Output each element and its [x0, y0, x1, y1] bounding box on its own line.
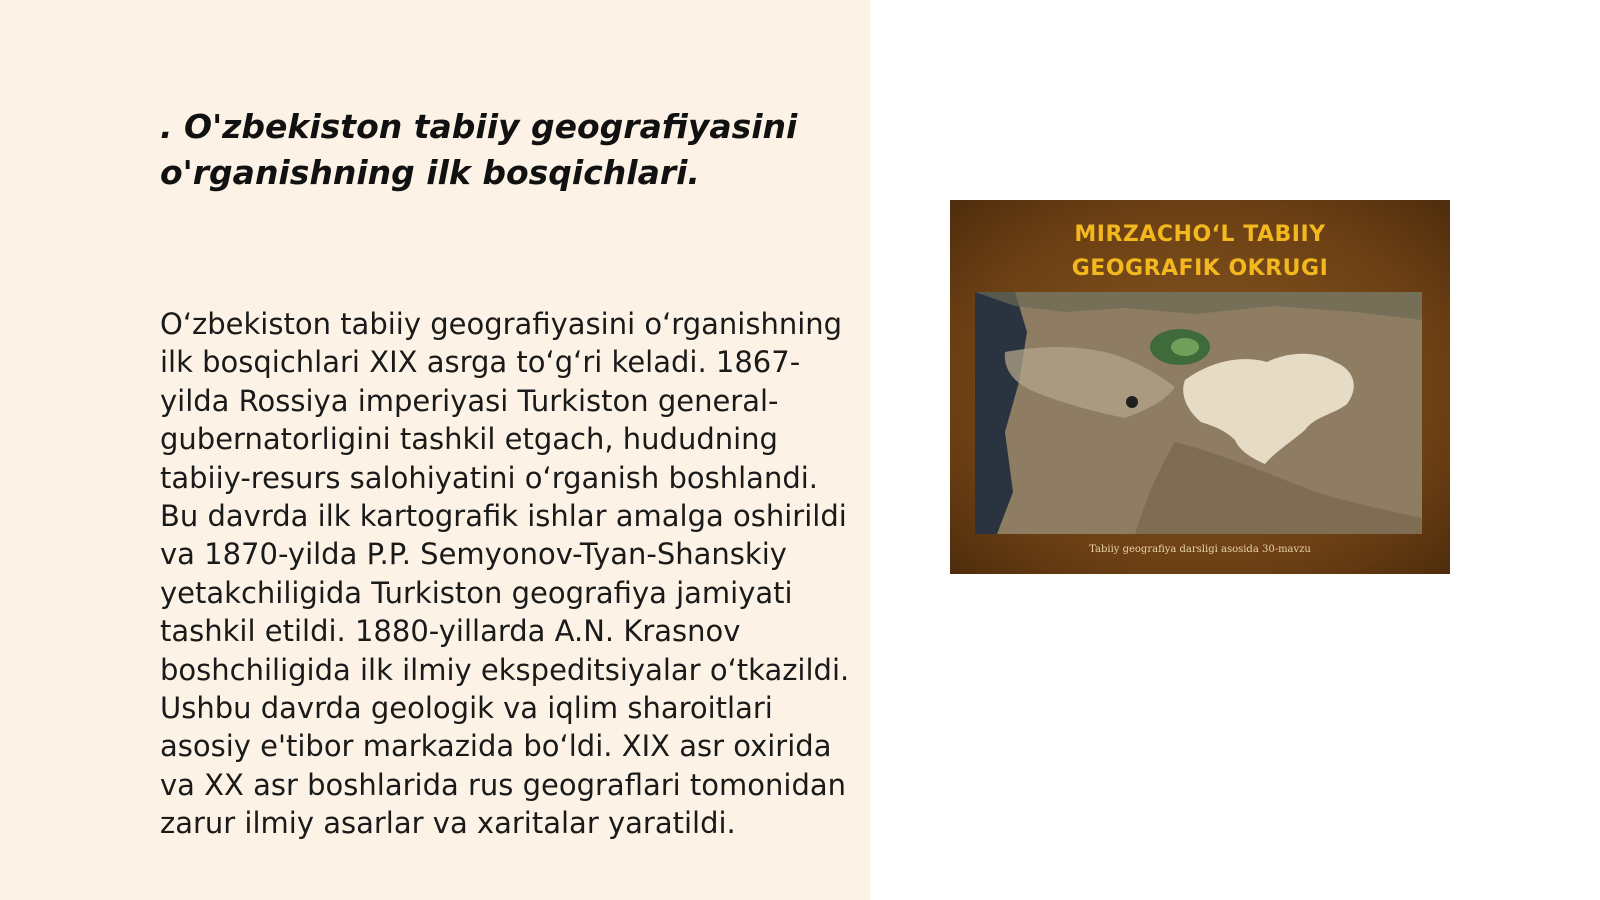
map-title-line-1: MIRZACHO‘L TABIIY — [1074, 222, 1326, 247]
slide-title: . O'zbekiston tabiiy geografiyasini o'rganishning ilk bosqichlari. — [160, 107, 798, 192]
map-image-caption: Tabiiy geografiya darsligi asosida 30-mavzu — [1089, 544, 1311, 555]
map-illustration — [975, 292, 1422, 534]
map-image-title — [950, 218, 1450, 286]
map-image — [950, 200, 1450, 574]
map-title-line-2: GEOGRAFIK OKRUGI — [1071, 256, 1329, 281]
slide-body-text: O‘zbekiston tabiiy geografiyasini o‘rganishning ilk bosqichlari XIX asrga to‘g‘ri keladi. 1867-yilda Rossiya imperiyasi Turkiston general-gubernatorligini tashkil etgach, hududning tabiiy-resurs salohiyatini o‘rganish boshlandi. Bu davrda ilk kartografik ishlar amalga oshirildi va 1870-yilda P.P. Semyonov-Tyan-Shanskiy yetakchiligida Turkiston geografiya jamiyati tashkil etildi. 1880-yillarda A.N. Krasnov boshchiligida ilk ilmiy ekspeditsiyalar o‘tkazildi. Ushbu davrda geologik va iqlim sharoitlari asosiy e'tibor markazida bo‘ldi. XIX asr oxirida va XX asr boshlarida rus geograflari tomonidan zarur ilmiy asarlar va xaritalar yaratildi. — [160, 307, 850, 841]
lake-marker — [1126, 396, 1138, 408]
aral-sea-inner — [1171, 338, 1199, 356]
map-area — [975, 292, 1422, 534]
